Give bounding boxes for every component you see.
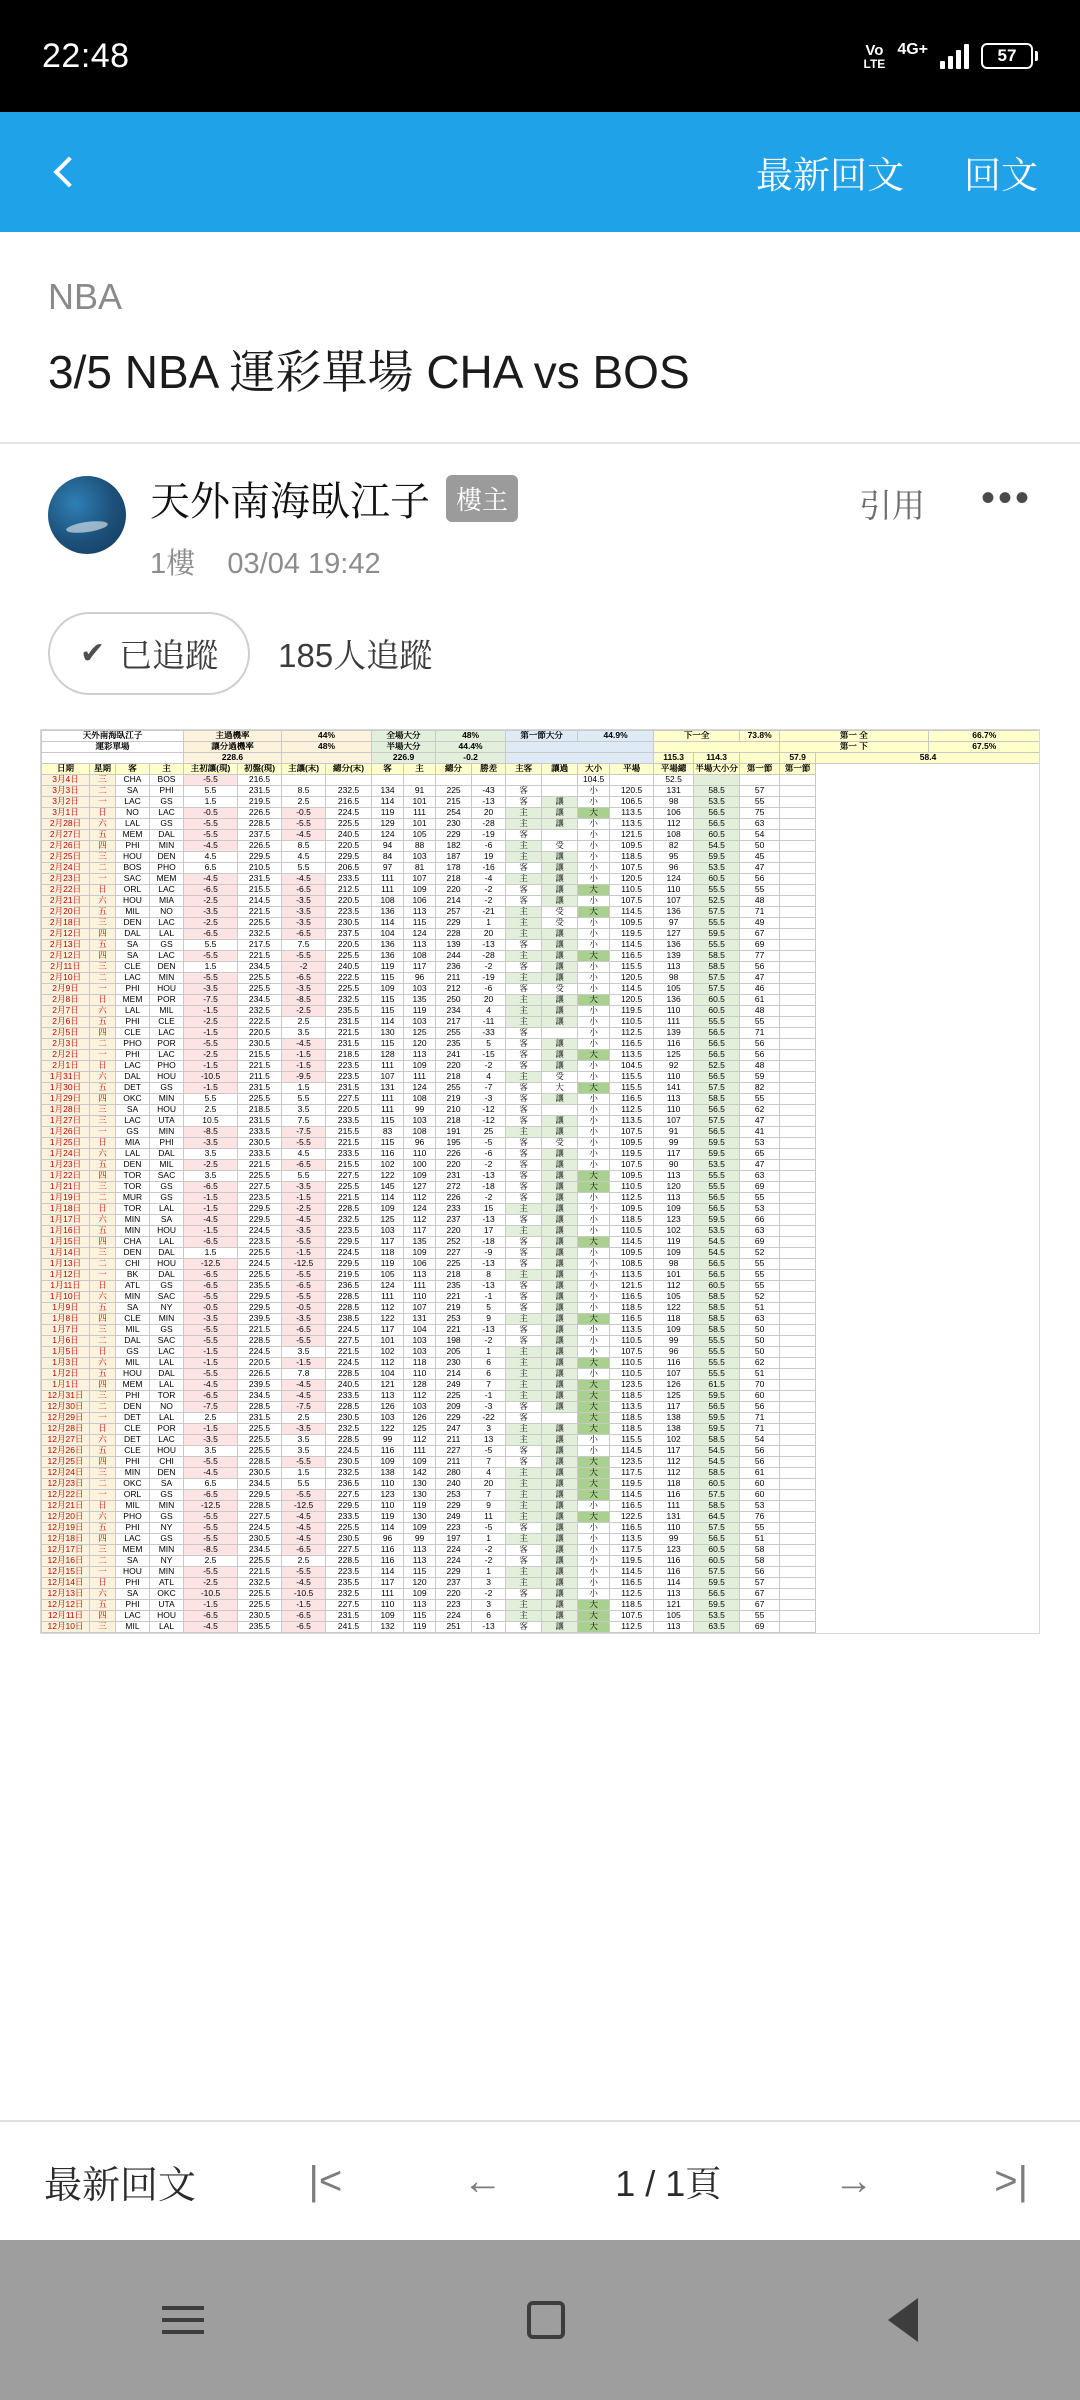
table-row: 2月13日 五 SA GS 5.5 217.5 7.5 220.5 136 113 139 -13 客 讓 小 114.5 136 55.5 69 — [42, 939, 1041, 950]
quote-button[interactable]: 引用 — [858, 486, 925, 524]
latest-reply-button[interactable]: 最新回文 — [756, 155, 904, 196]
back-button[interactable] — [0, 161, 130, 183]
table-row: 1月11日 日 ATL GS -6.5 235.5 -6.5 236.5 124 111 235 -13 客 讓 小 121.5 112 60.5 55 — [42, 1280, 1041, 1291]
table-row: 1月28日 三 SA HOU 2.5 218.5 3.5 220.5 111 99 210 -12 客 小 112.5 110 56.5 62 — [42, 1104, 1041, 1115]
table-row: 2月24日 二 BOS PHO 6.5 210.5 5.5 206.5 97 81 178 -16 客 讓 小 107.5 96 53.5 47 — [42, 862, 1041, 873]
arrow-right-icon[interactable]: → — [833, 2158, 874, 2203]
table-header-row-2: 運彩單場 讓分過機率 48% 半場大分 44.4% 第一 下 67.5% — [42, 741, 1041, 752]
table-row: 12月24日 三 MIN DEN -4.5 230.5 1.5 232.5 138 142 280 4 主 讓 大 117.5 112 58.5 61 — [42, 1467, 1041, 1478]
avatar[interactable] — [48, 476, 126, 554]
reply-button[interactable]: 回文 — [964, 155, 1038, 196]
table-row: 3月4日 三 CHA BOS -5.5 216.5 104.5 52.5 — [42, 774, 1041, 785]
follow-label: 已追蹤 — [119, 636, 219, 674]
table-row: 1月14日 三 DEN DAL 1.5 225.5 -1.5 224.5 118 109 227 -9 客 讓 小 109.5 109 54.5 52 — [42, 1247, 1041, 1258]
table-row: 12月13日 六 SA OKC -10.5 225.5 -10.5 232.5 111 109 220 -2 客 讓 小 112.5 113 56.5 67 — [42, 1588, 1041, 1599]
table-row: 2月8日 日 MEM POR -7.5 234.5 -8.5 232.5 115 135 250 20 主 讓 大 120.5 136 60.5 61 — [42, 994, 1041, 1005]
table-row: 12月11日 四 LAC HOU -6.5 230.5 -6.5 231.5 109 115 224 6 主 讓 大 107.5 105 53.5 55 — [42, 1610, 1041, 1621]
table-row: 3月2日 一 LAC GS 1.5 219.5 2.5 216.5 114 101 215 -13 客 讓 小 106.5 98 53.5 55 — [42, 796, 1041, 807]
post-meta — [150, 541, 859, 582]
table-row: 1月7日 三 MIL GS -5.5 221.5 -6.5 224.5 117 104 221 -13 客 讓 小 113.5 109 58.5 50 — [42, 1324, 1041, 1335]
pager-bar — [0, 2120, 1080, 2240]
table-row: 2月12日 四 SA LAC -5.5 221.5 -5.5 225.5 136 108 244 -28 主 讓 大 116.5 139 58.5 77 — [42, 950, 1041, 961]
page-indicator: 1 / 1頁 — [615, 2162, 722, 2204]
table-row: 1月31日 六 DAL HOU -10.5 211.5 -9.5 223.5 107 111 218 4 主 受 小 115.5 110 56.5 59 — [42, 1071, 1041, 1082]
arrow-left-icon[interactable]: ← — [462, 2158, 503, 2203]
volte-icon — [864, 43, 886, 70]
table-row: 12月21日 日 MIL MIN -12.5 228.5 -12.5 229.5 110 119 229 9 主 讓 小 116.5 111 58.5 53 — [42, 1500, 1041, 1511]
table-row: 12月15日 一 HOU MIN -5.5 221.5 -5.5 223.5 114 115 229 1 主 讓 小 114.5 116 57.5 56 — [42, 1566, 1041, 1577]
table-row: 12月20日 六 PHO GS -5.5 227.5 -4.5 233.5 119 130 249 11 主 讓 大 122.5 131 64.5 76 — [42, 1511, 1041, 1522]
table-column-header: 日期 星期 客 主 主初讓(現) 初盤(現) 主讓(末) 總分(末) 客 主 總分 勝差 主客 讓過 大小 平場 平場總 半場大小分 第一節 第一節 — [42, 763, 1041, 774]
table-row: 1月23日 五 DEN MIL -2.5 221.5 -6.5 215.5 102 100 220 -2 客 讓 小 107.5 90 53.5 47 — [42, 1159, 1041, 1170]
table-average-row: 228.6 226.9 -0.2 115.3 114.3 57.9 58.4 — [42, 752, 1041, 763]
table-row: 3月3日 二 SA PHI 5.5 231.5 8.5 232.5 134 91 225 -43 客 小 120.5 131 58.5 57 — [42, 785, 1041, 796]
table-row: 1月24日 六 LAL DAL 3.5 233.5 4.5 233.5 116 110 226 -6 客 讓 小 119.5 117 59.5 65 — [42, 1148, 1041, 1159]
table-row: 1月30日 五 DET GS -1.5 231.5 1.5 231.5 131 124 255 -7 客 大 大 115.5 141 57.5 82 — [42, 1082, 1041, 1093]
table-row: 1月8日 四 CLE MIN -3.5 239.5 -3.5 238.5 122 131 253 9 主 讓 大 116.5 118 58.5 63 — [42, 1313, 1041, 1324]
battery-icon — [981, 43, 1038, 69]
table-row: 12月31日 三 PHI TOR -6.5 234.5 -4.5 233.5 113 112 225 -1 主 讓 大 118.5 125 59.5 60 — [42, 1390, 1041, 1401]
table-row: 1月2日 五 HOU DAL -5.5 226.5 7.8 228.5 104 110 214 6 主 讓 小 110.5 107 55.5 51 — [42, 1368, 1041, 1379]
post-floor: 1樓 — [150, 547, 196, 580]
table-row: 2月12日 四 DAL LAL -6.5 232.5 -6.5 237.5 104 124 228 20 主 讓 小 119.5 127 59.5 67 — [42, 928, 1041, 939]
table-header-row: 天外南海臥江子 主過機率 44% 全場大分 48% 第一節大分 44.9% 下一全 73.8% 第一 全 66.7% — [42, 730, 1041, 741]
back-triangle-icon[interactable] — [888, 2298, 918, 2342]
table-row: 2月23日 一 SAC MEM -4.5 231.5 -4.5 233.5 111 107 218 -4 主 讓 小 120.5 124 60.5 56 — [42, 873, 1041, 884]
table-row: 2月9日 一 PHI HOU -3.5 225.5 -3.5 225.5 109 103 212 -6 客 受 小 114.5 105 57.5 46 — [42, 983, 1041, 994]
follow-button[interactable] — [48, 612, 250, 695]
table-row: 12月19日 五 PHI NY -5.5 224.5 -4.5 225.5 114 109 223 -5 客 讓 小 116.5 110 57.5 55 — [42, 1522, 1041, 1533]
first-page-icon[interactable]: |< — [308, 2158, 343, 2203]
table-row: 1月19日 二 MUR GS -1.5 223.5 -1.5 221.5 114 112 226 -2 客 讓 小 112.5 113 56.5 55 — [42, 1192, 1041, 1203]
table-row: 2月22日 日 ORL LAC -6.5 215.5 -6.5 212.5 111 109 220 -2 客 讓 大 110.5 110 55.5 55 — [42, 884, 1041, 895]
stats-table — [41, 730, 1040, 1633]
table-row: 2月18日 三 DEN LAC -2.5 225.5 -3.5 230.5 114 115 229 1 主 受 小 109.5 97 55.5 49 — [42, 917, 1041, 928]
follow-count: 185人追蹤 — [278, 636, 433, 674]
table-row: 2月10日 二 LAC MIN -5.5 225.5 -6.5 222.5 115 96 211 -19 主 讓 小 120.5 98 57.5 47 — [42, 972, 1041, 983]
table-row: 1月18日 日 TOR LAL -1.5 229.5 -2.5 228.5 109 124 233 15 主 讓 小 109.5 109 56.5 53 — [42, 1203, 1041, 1214]
table-row: 12月25日 四 PHI CHI -5.5 228.5 -5.5 230.5 109 109 211 7 客 讓 大 123.5 112 54.5 56 — [42, 1456, 1041, 1467]
post-author-row — [0, 444, 1080, 582]
table-row: 1月12日 一 BK DAL -6.5 225.5 -5.5 219.5 105 113 218 8 主 讓 小 113.5 101 56.5 55 — [42, 1269, 1041, 1280]
table-row: 2月3日 二 PHO POR -5.5 230.5 -4.5 231.5 115 120 235 5 客 讓 小 116.5 116 56.5 56 — [42, 1038, 1041, 1049]
table-row: 2月1日 日 LAC PHO -1.5 221.5 -1.5 223.5 111 109 220 -2 客 讓 小 104.5 92 52.5 48 — [42, 1060, 1041, 1071]
table-row: 1月5日 日 GS LAC -1.5 224.5 3.5 221.5 102 103 205 1 主 讓 小 107.5 96 55.5 50 — [42, 1346, 1041, 1357]
status-clock: 22:48 — [42, 36, 130, 75]
table-row: 12月12日 五 PHI UTA -1.5 225.5 -1.5 227.5 110 113 223 3 主 讓 大 118.5 121 59.5 67 — [42, 1599, 1041, 1610]
table-row: 1月1日 四 MEM LAL -4.5 239.5 -4.5 240.5 121 128 249 7 主 讓 大 123.5 126 61.5 70 — [42, 1379, 1041, 1390]
more-horizontal-icon[interactable]: ••• — [980, 475, 1032, 520]
table-row: 2月5日 四 CLE LAC -1.5 220.5 3.5 221.5 130 125 255 -33 客 小 112.5 139 56.5 71 — [42, 1027, 1041, 1038]
table-row: 1月26日 一 GS MIN -8.5 233.5 -7.5 215.5 83 108 191 25 主 讓 小 107.5 91 56.5 41 — [42, 1126, 1041, 1137]
table-row: 1月10日 六 MIN SAC -5.5 229.5 -5.5 228.5 111 110 221 -1 客 讓 小 116.5 105 58.5 52 — [42, 1291, 1041, 1302]
menu-icon[interactable] — [162, 2306, 204, 2334]
page-title: 3/5 NBA 運彩單場 CHA vs BOS — [48, 346, 690, 398]
check-icon: ✔ — [80, 636, 106, 670]
table-row: 1月13日 二 CHI HOU -12.5 224.5 -12.5 229.5 119 106 225 -13 客 讓 小 108.5 98 56.5 55 — [42, 1258, 1041, 1269]
table-row: 12月16日 二 SA NY 2.5 225.5 2.5 228.5 116 113 224 -2 客 讓 小 119.5 116 60.5 58 — [42, 1555, 1041, 1566]
author-name[interactable]: 天外南海臥江子 — [150, 479, 430, 524]
pager-latest-reply[interactable]: 最新回文 — [44, 2164, 197, 2207]
table-row: 2月6日 五 PHI CLE -2.5 222.5 2.5 231.5 114 103 217 -11 主 讓 小 110.5 111 55.5 55 — [42, 1016, 1041, 1027]
network-label: 4G+ — [897, 41, 928, 58]
table-row: 1月27日 三 LAC UTA 10.5 231.5 7.5 233.5 115 103 218 -12 客 讓 小 113.5 107 57.5 47 — [42, 1115, 1041, 1126]
table-row: 2月28日 六 LAL GS -5.5 228.5 -5.5 225.5 129 101 230 -28 主 讓 小 113.5 112 56.5 63 — [42, 818, 1041, 829]
table-row: 1月21日 三 TOR GS -6.5 227.5 -3.5 225.5 145 127 272 -18 客 讓 大 110.5 120 55.5 69 — [42, 1181, 1041, 1192]
app-bar — [0, 112, 1080, 232]
table-row: 1月9日 五 SA NY -0.5 229.5 -0.5 228.5 112 107 219 5 客 讓 小 118.5 122 58.5 51 — [42, 1302, 1041, 1313]
chevron-left-icon — [53, 156, 84, 187]
table-row: 2月20日 五 MIL NO -3.5 221.5 -3.5 223.5 136 113 257 -21 主 受 大 114.5 136 57.5 71 — [42, 906, 1041, 917]
last-page-icon[interactable]: >| — [994, 2158, 1028, 2203]
home-square-icon[interactable] — [527, 2301, 565, 2339]
table-row: 12月10日 三 MIL LAL -4.5 235.5 -6.5 241.5 132 119 251 -13 客 讓 大 112.5 113 63.5 69 — [42, 1621, 1041, 1632]
table-row: 1月17日 六 MIN SA -4.5 229.5 -4.5 232.5 125 112 237 -13 客 讓 小 118.5 123 59.5 66 — [42, 1214, 1041, 1225]
table-row: 1月29日 四 OKC MIN 5.5 225.5 5.5 227.5 111 108 219 -3 客 讓 小 116.5 113 58.5 55 — [42, 1093, 1041, 1104]
table-row: 12月28日 日 CLE POR -1.5 225.5 -3.5 232.5 122 125 247 3 主 讓 大 118.5 138 59.5 71 — [42, 1423, 1041, 1434]
table-row: 2月25日 三 HOU DEN 4.5 229.5 4.5 229.5 84 103 187 19 主 讓 小 118.5 95 59.5 45 — [42, 851, 1041, 862]
volte-bottom-label: LTE — [863, 56, 886, 71]
table-row: 1月22日 四 TOR SAC 3.5 225.5 5.5 227.5 122 109 231 -13 客 讓 大 109.5 113 55.5 63 — [42, 1170, 1041, 1181]
board-name[interactable]: NBA — [48, 276, 123, 317]
volte-top-label: Vo — [865, 41, 884, 59]
table-row: 12月26日 五 CLE HOU 3.5 225.5 3.5 224.5 116 111 227 -5 客 讓 小 114.5 117 54.5 56 — [42, 1445, 1041, 1456]
follow-row — [0, 582, 1080, 695]
thread-header — [0, 232, 1080, 428]
table-row: 12月30日 二 DEN NO -7.5 228.5 -7.5 228.5 126 103 209 -3 客 讓 大 113.5 117 56.5 56 — [42, 1401, 1041, 1412]
table-row: 12月18日 四 LAC GS -5.5 230.5 -4.5 230.5 96 99 197 1 主 讓 小 113.5 99 56.5 51 — [42, 1533, 1041, 1544]
table-row: 2月7日 六 LAL MIL -1.5 232.5 -2.5 235.5 115 119 234 4 主 讓 小 119.5 110 60.5 48 — [42, 1005, 1041, 1016]
status-badge: 樓主 — [446, 475, 518, 522]
signal-bars-icon — [940, 43, 969, 69]
post-attachment-spreadsheet[interactable] — [40, 729, 1040, 1634]
table-row: 1月25日 日 MIA PHI -3.5 230.5 -5.5 221.5 115 96 195 -5 客 受 小 109.5 99 59.5 53 — [42, 1137, 1041, 1148]
battery-level: 57 — [997, 46, 1017, 65]
post-datetime: 03/04 19:42 — [227, 547, 381, 580]
table-row: 1月3日 六 MIL LAL -1.5 220.5 -1.5 224.5 112 118 230 6 主 讓 大 110.5 116 55.5 62 — [42, 1357, 1041, 1368]
status-bar — [0, 0, 1080, 112]
table-row: 12月17日 三 MEM MIN -8.5 234.5 -6.5 227.5 116 113 224 -2 客 讓 小 117.5 123 60.5 58 — [42, 1544, 1041, 1555]
table-row: 12月14日 日 PHI ATL -2.5 232.5 -4.5 235.5 117 120 237 3 主 讓 小 116.5 114 59.5 57 — [42, 1577, 1041, 1588]
table-row: 1月6日 二 DAL SAC -5.5 228.5 -5.5 227.5 101 103 198 -2 客 讓 小 110.5 99 55.5 50 — [42, 1335, 1041, 1346]
table-row: 2月11日 三 CLE DEN 1.5 234.5 -2 240.5 119 117 236 -2 客 讓 小 115.5 113 58.5 56 — [42, 961, 1041, 972]
android-nav-bar — [0, 2240, 1080, 2400]
table-row: 12月27日 六 DET LAC -3.5 225.5 3.5 228.5 99 112 211 13 主 讓 小 115.5 102 58.5 54 — [42, 1434, 1041, 1445]
table-row: 12月29日 一 DET LAL 2.5 231.5 2.5 230.5 103 126 229 -22 客 大 118.5 138 59.5 71 — [42, 1412, 1041, 1423]
table-row: 12月22日 一 ORL GS -6.5 229.5 -5.5 227.5 123 130 253 7 主 讓 大 114.5 116 57.5 60 — [42, 1489, 1041, 1500]
table-row: 2月26日 四 PHI MIN -4.5 226.5 8.5 220.5 94 88 182 -6 主 受 小 109.5 82 54.5 50 — [42, 840, 1041, 851]
table-row: 1月16日 五 MIN HOU -1.5 224.5 -3.5 223.5 103 117 220 17 主 讓 小 110.5 102 53.5 63 — [42, 1225, 1041, 1236]
table-row: 2月21日 六 HOU MIA -2.5 214.5 -3.5 220.5 108 106 214 -2 客 讓 小 107.5 107 52.5 48 — [42, 895, 1041, 906]
table-row: 3月1日 日 NO LAC -0.5 226.5 -0.5 224.5 119 111 254 20 主 讓 大 113.5 106 56.5 75 — [42, 807, 1041, 818]
table-row: 1月15日 四 CHA LAL -6.5 223.5 -5.5 229.5 117 135 252 -18 客 讓 大 114.5 119 54.5 69 — [42, 1236, 1041, 1247]
table-row: 2月27日 五 MEM DAL -5.5 237.5 -4.5 240.5 124 105 229 -19 客 小 121.5 108 60.5 54 — [42, 829, 1041, 840]
table-row: 12月23日 二 OKC SA 6.5 234.5 5.5 236.5 110 130 240 20 主 讓 大 119.5 118 60.5 60 — [42, 1478, 1041, 1489]
table-row: 2月2日 一 PHI LAC -2.5 215.5 -1.5 218.5 128 113 241 -15 客 讓 大 113.5 125 56.5 56 — [42, 1049, 1041, 1060]
